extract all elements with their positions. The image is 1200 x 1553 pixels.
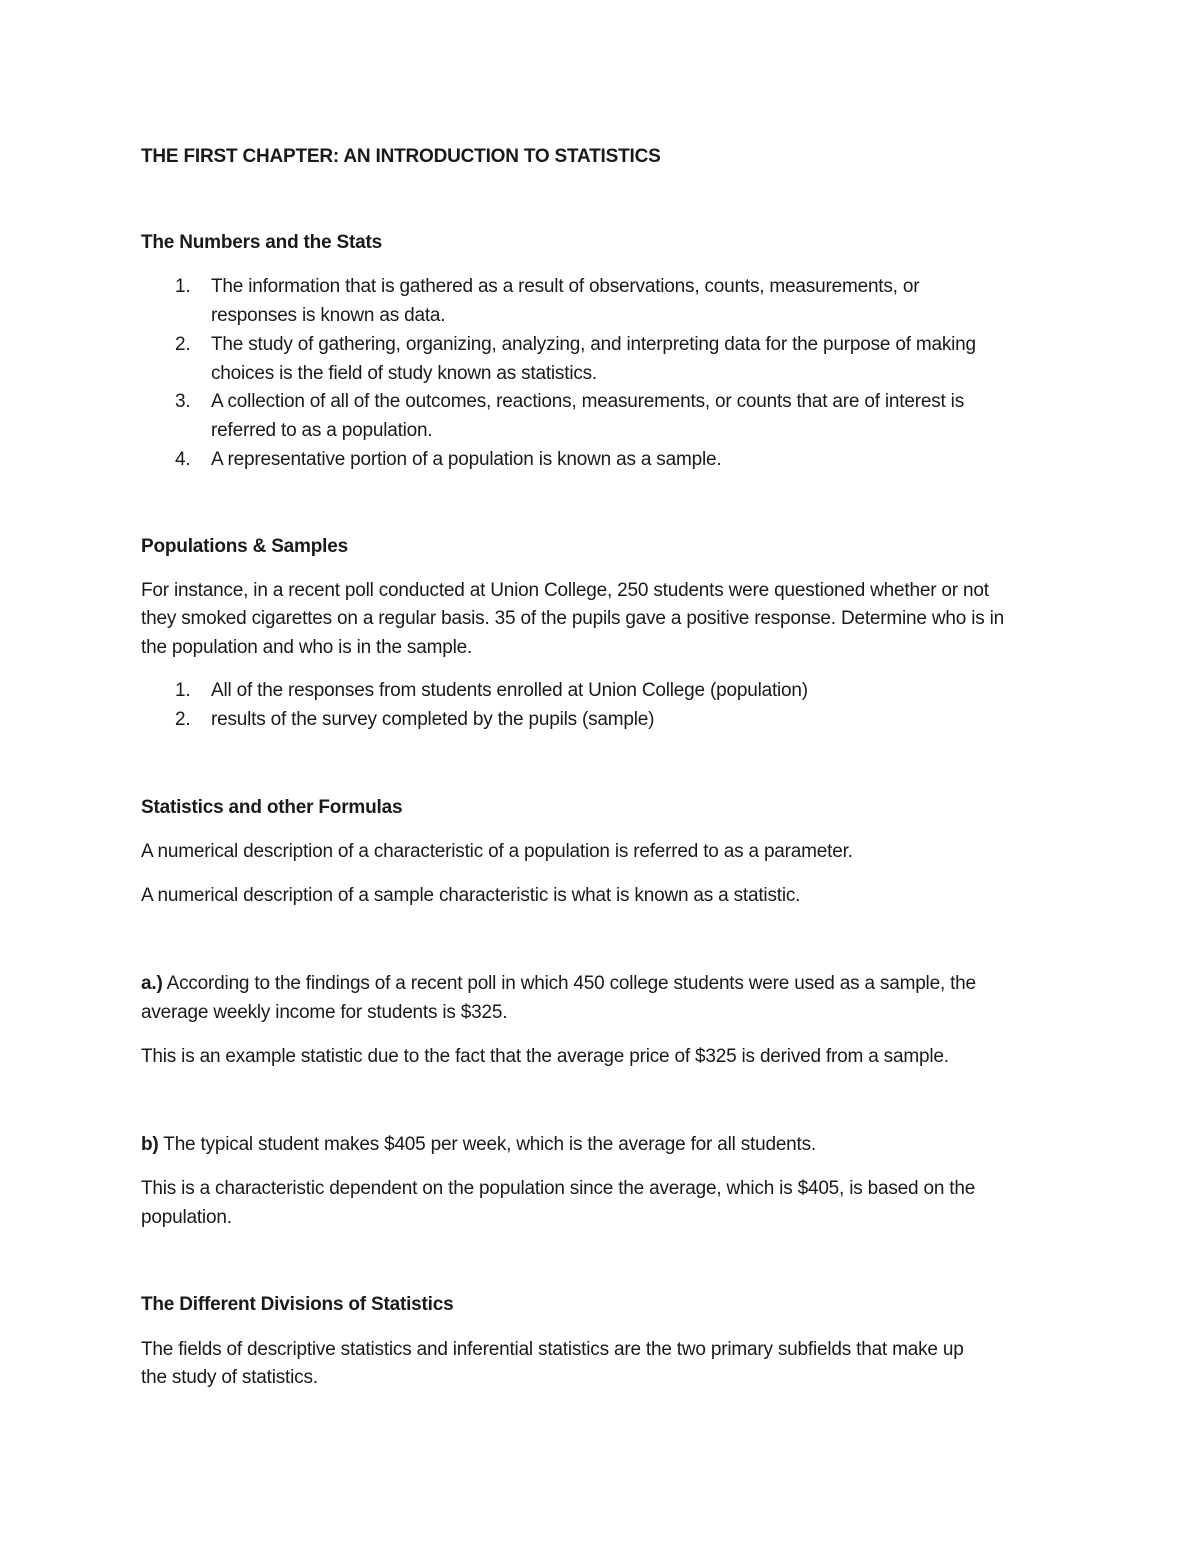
list-number: 1.: [175, 276, 191, 297]
section-heading-populations-samples: Populations & Samples: [141, 536, 348, 557]
paragraph-line: population.: [141, 1207, 232, 1228]
paragraph-line: This is an example statistic due to the fact that the average price of $325 is derived from a sample.: [141, 1046, 949, 1067]
page-title: THE FIRST CHAPTER: AN INTRODUCTION TO STATISTICS: [141, 146, 661, 167]
list-item-line: results of the survey completed by the pupils (sample): [211, 709, 655, 730]
section-heading-numbers-stats: The Numbers and the Stats: [141, 232, 382, 253]
list-number: 4.: [175, 449, 191, 470]
paragraph-line: the population and who is in the sample.: [141, 637, 473, 658]
paragraph-line: This is a characteristic dependent on the population since the average, which is $405, is based on the: [141, 1178, 976, 1199]
list-item-line: The study of gathering, organizing, analyzing, and interpreting data for the purpose of making: [211, 334, 976, 355]
list-number: 3.: [175, 391, 191, 412]
section-heading-statistics-formulas: Statistics and other Formulas: [141, 797, 403, 818]
list-number: 2.: [175, 334, 191, 355]
example-b-label: b): [141, 1134, 159, 1155]
paragraph-line: For instance, in a recent poll conducted at Union College, 250 students were questioned whether or not: [141, 580, 989, 601]
example-b-text: The typical student makes $405 per week, which is the average for all students.: [158, 1134, 817, 1155]
list-item-line: responses is known as data.: [211, 305, 446, 326]
list-number: 1.: [175, 680, 191, 701]
section-heading-divisions: The Different Divisions of Statistics: [141, 1294, 454, 1315]
paragraph-line: the study of statistics.: [141, 1367, 318, 1388]
paragraph-line: they smoked cigarettes on a regular basis. 35 of the pupils gave a positive response. Determine who is in: [141, 608, 1004, 629]
list-item-line: All of the responses from students enrolled at Union College (population): [211, 680, 808, 701]
paragraph-line: average weekly income for students is $325.: [141, 1002, 508, 1023]
paragraph-line: A numerical description of a sample characteristic is what is known as a statistic.: [141, 885, 801, 906]
example-a-text: According to the findings of a recent poll in which 450 college students were used as a sample, the: [162, 973, 976, 994]
list-number: 2.: [175, 709, 191, 730]
example-a-line: [141, 970, 976, 998]
list-item-line: choices is the field of study known as statistics.: [211, 363, 598, 384]
example-a-label: a.): [141, 973, 163, 994]
list-item-line: A collection of all of the outcomes, reactions, measurements, or counts that are of interest is: [211, 391, 964, 412]
list-item-line: A representative portion of a population is known as a sample.: [211, 449, 722, 470]
list-item-line: The information that is gathered as a result of observations, counts, measurements, or: [211, 276, 920, 297]
paragraph-line: A numerical description of a characteristic of a population is referred to as a parameter.: [141, 841, 853, 862]
example-b-line: [141, 1131, 816, 1159]
paragraph-line: The fields of descriptive statistics and inferential statistics are the two primary subfields that make up: [141, 1339, 964, 1360]
list-item-line: referred to as a population.: [211, 420, 433, 441]
